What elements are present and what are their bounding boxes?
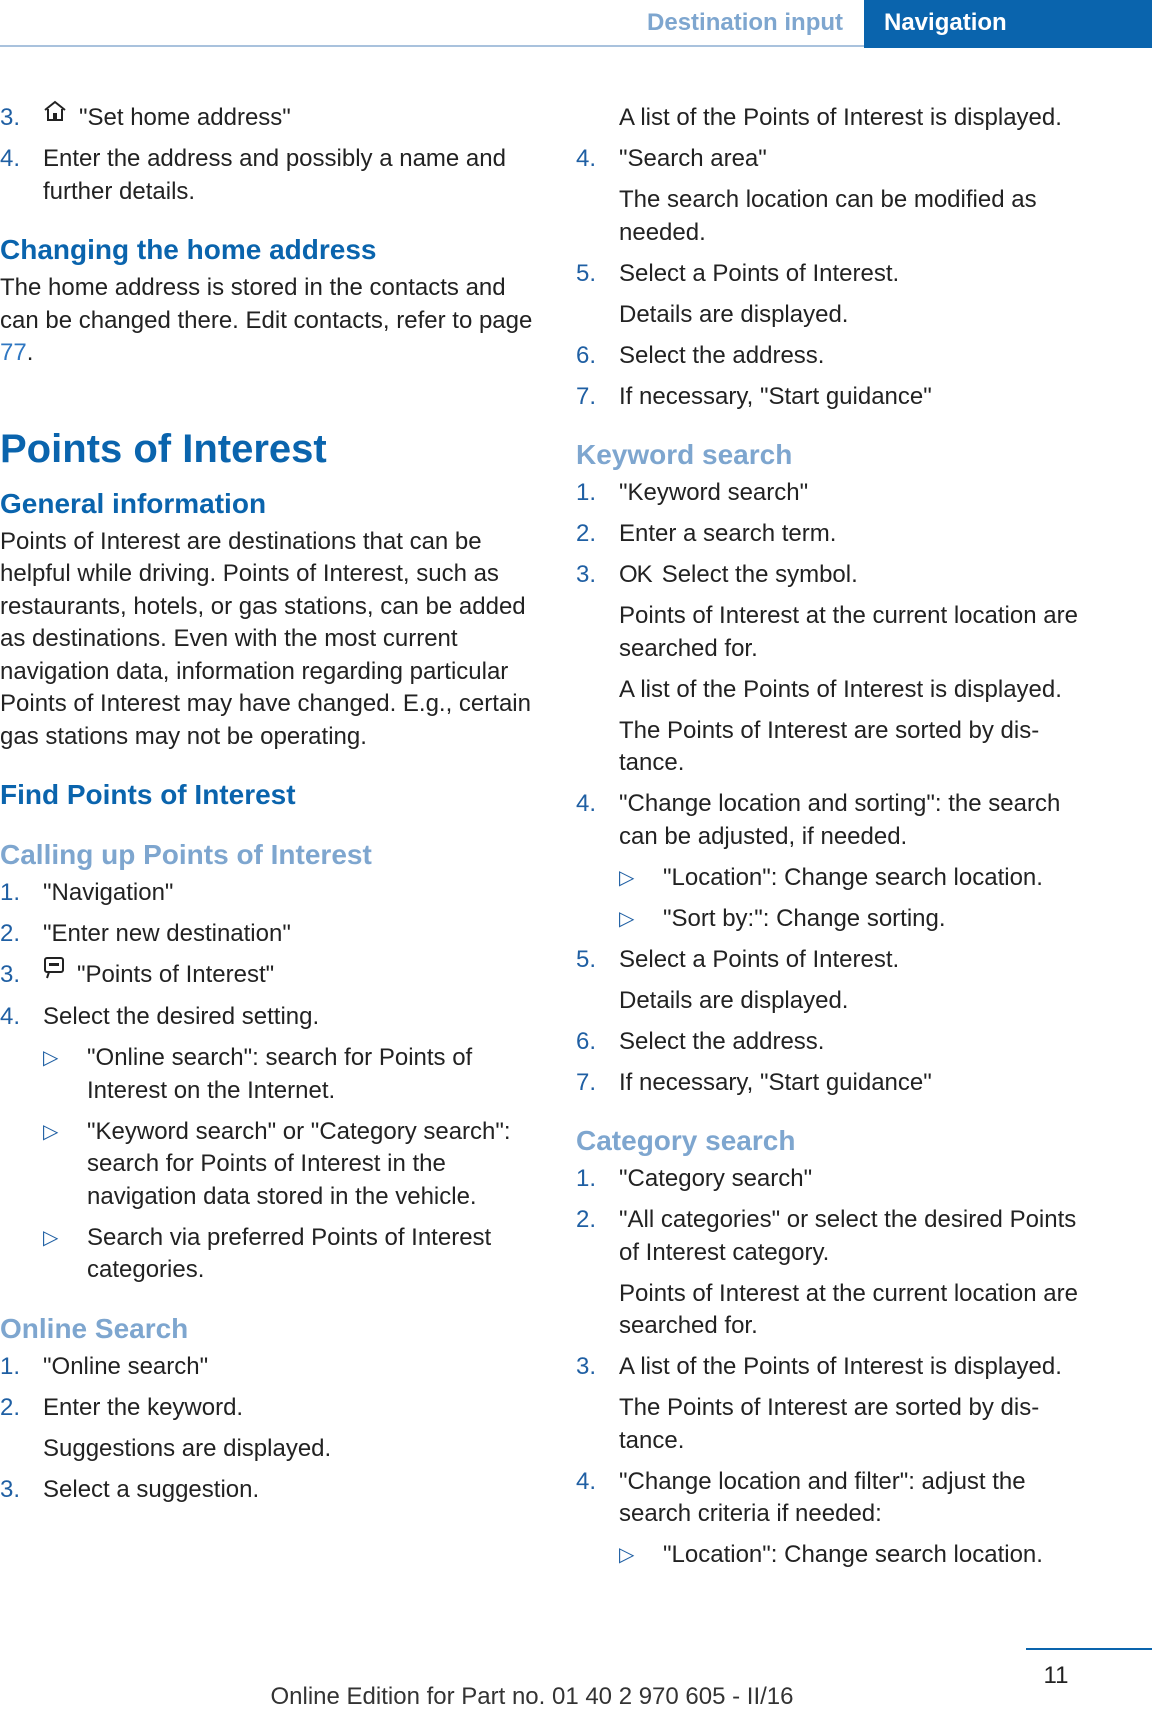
paragraph-text: The home address is stored in the contacts and can be changed there. Edit contacts, refer to page [0,274,533,334]
list-item [576,143,1096,176]
step-number: 2. [576,1206,597,1233]
list-item [576,1204,1096,1269]
step-number: 2. [576,520,597,547]
list-item [0,1474,536,1507]
edition-note: Online Edition for Part no. 01 40 2 970 605 - II/16 [270,1683,794,1710]
triangle-bullet-icon: ▷ [43,1047,59,1070]
step-detail: The Points of Interest are sorted by distance. [619,1394,1040,1454]
triangle-bullet-icon: ▷ [43,1226,59,1249]
bullet-item [0,1222,536,1287]
step-text: Select a Points of Interest. [619,259,900,287]
step-number: 5. [576,945,597,973]
triangle-bullet-icon: ▷ [619,1544,635,1566]
step-text: Select a Points of Interest. [619,945,900,973]
step-number: 4. [0,145,21,173]
list-item [576,381,1096,414]
page-number: 11 [1043,1662,1069,1689]
list-item [576,518,1096,551]
list-item [576,1026,1096,1059]
flag-icon [43,956,65,990]
list-item [576,258,1096,291]
page-link[interactable]: 77 [0,339,27,367]
step-number: 1. [576,1165,597,1192]
step-text: Select the desired setting. [43,1003,320,1031]
paragraph [0,272,536,370]
step-detail: A list of the Points of Interest is displayed. [619,675,1062,703]
step-text: "Keyword search" [619,479,809,506]
list-item [0,918,536,951]
step-detail: Points of Interest at the current location are searched for. [619,1279,1078,1339]
step-text: "All categories" or select the desired Points of Interest category. [619,1206,1077,1266]
subsection-heading: Keyword search [576,439,793,470]
bullet-text: "Keyword search" or "Category search": search for Points of Interest in the navigation data stored in the vehicle. [87,1117,511,1210]
list-item [576,1163,1096,1196]
list-item [0,959,536,993]
step-number: 4. [576,145,597,172]
section-heading: Changing the home address [0,234,377,266]
step-text: "Online search" [43,1352,209,1380]
list-item [576,477,1096,510]
section-heading: Find Points of Interest [0,779,296,811]
section-heading: General information [0,487,267,519]
step-number: 1. [0,1352,21,1380]
subsection-heading: Online Search [0,1312,189,1344]
step-number: 3. [0,961,21,989]
step-text: Select the address. [619,341,825,369]
step-text: Enter the address and possibly a name and further details. [43,145,506,205]
step-text: If necessary, "Start guidance" [619,382,932,410]
ok-icon: OK [619,561,652,588]
step-text: "Set home address" [79,104,291,131]
step-text: "Change location and filter": adjust the search criteria if needed: [619,1467,1026,1527]
triangle-bullet-icon: ▷ [619,866,635,889]
list-item [576,1466,1096,1531]
paragraph: Points of Interest are destinations that can be helpful while driving. Points of Interest, such as restaurants, hotels, or gas stations, can be added as destinations. Even with the most current navigation data, information regarding particular Points of Interest may have changed. E.g., certain gas stations may not be operating. [0,527,531,750]
step-text: If necessary, "Start guidance" [619,1068,932,1096]
step-number: 7. [576,382,597,410]
step-detail: The Points of Interest are sorted by distance. [619,716,1040,776]
step-number: 3. [576,1353,597,1380]
step-detail: Points of Interest at the current location are searched for. [619,602,1078,662]
bullet-item [576,862,1096,895]
list-item [576,1067,1096,1100]
bullet-text: "Location": Change search location. [663,1541,1043,1568]
list-item [576,340,1096,373]
step-number: 1. [576,479,597,506]
list-item [576,788,1096,853]
list-item [0,1351,536,1384]
step-text: Select a suggestion. [43,1475,260,1503]
step-text: "Points of Interest" [77,961,275,989]
bullet-item [576,1539,1096,1572]
step-detail: Details are displayed. [619,300,849,328]
step-number: 1. [0,879,21,907]
page-header [0,0,1152,48]
step-detail: Details are displayed. [619,986,849,1014]
list-item [576,559,1096,592]
step-number: 2. [0,920,21,948]
step-text: "Category search" [619,1165,813,1192]
bullet-item [576,903,1096,936]
section-tab[interactable]: Destination input [647,9,843,36]
list-item [0,143,536,208]
list-item [0,102,536,135]
step-text: "Navigation" [43,879,174,907]
bullet-text: "Sort by:": Change sorting. [663,904,946,932]
step-number: 3. [0,1475,21,1503]
bullet-item [0,1042,536,1107]
list-item [0,877,536,910]
step-number: 7. [576,1068,597,1096]
step-text: Select the symbol. [661,561,858,588]
step-detail: Suggestions are displayed. [43,1434,332,1462]
step-text: A list of the Points of Interest is displayed. [619,1353,1062,1380]
chapter-tab[interactable]: Navigation [864,0,1152,48]
left-column [0,102,536,1515]
list-item [0,1001,536,1034]
triangle-bullet-icon: ▷ [619,907,635,930]
step-text: Select the address. [619,1027,825,1055]
step-text: "Enter new destination" [43,920,291,948]
bullet-item [0,1116,536,1214]
triangle-bullet-icon: ▷ [43,1120,59,1143]
step-number: 2. [0,1393,21,1421]
step-text: Enter the keyword. [43,1393,244,1421]
footer-rule [1026,1648,1152,1650]
list-item [576,1351,1096,1384]
step-number: 6. [576,1027,597,1055]
subsection-heading: Calling up Points of Interest [0,839,372,871]
list-item [0,1392,536,1425]
home-icon [43,99,67,132]
step-number: 3. [0,104,21,131]
step-detail: A list of the Points of Interest is displayed. [619,104,1062,131]
step-number: 5. [576,259,597,287]
step-detail: The search location can be modified as needed. [619,186,1037,246]
right-column [576,102,1096,1580]
chapter-title: Points of Interest [0,426,327,471]
paragraph-end: . [26,339,34,367]
list-item [576,944,1096,977]
step-number: 6. [576,341,597,369]
bullet-text: "Location": Change search location. [663,863,1043,891]
step-text: "Search area" [619,145,767,172]
subsection-heading: Category search [576,1125,796,1156]
bullet-text: Search via preferred Points of Interest categories. [87,1223,492,1284]
step-number: 3. [576,561,597,588]
step-number: 4. [576,1467,597,1495]
step-number: 4. [0,1003,21,1031]
step-number: 4. [576,790,597,817]
bullet-text: "Online search": search for Points of Interest on the Internet. [87,1044,473,1104]
step-text: Enter a search term. [619,520,837,547]
step-text: "Change location and sorting": the search can be adjusted, if needed. [619,790,1061,850]
